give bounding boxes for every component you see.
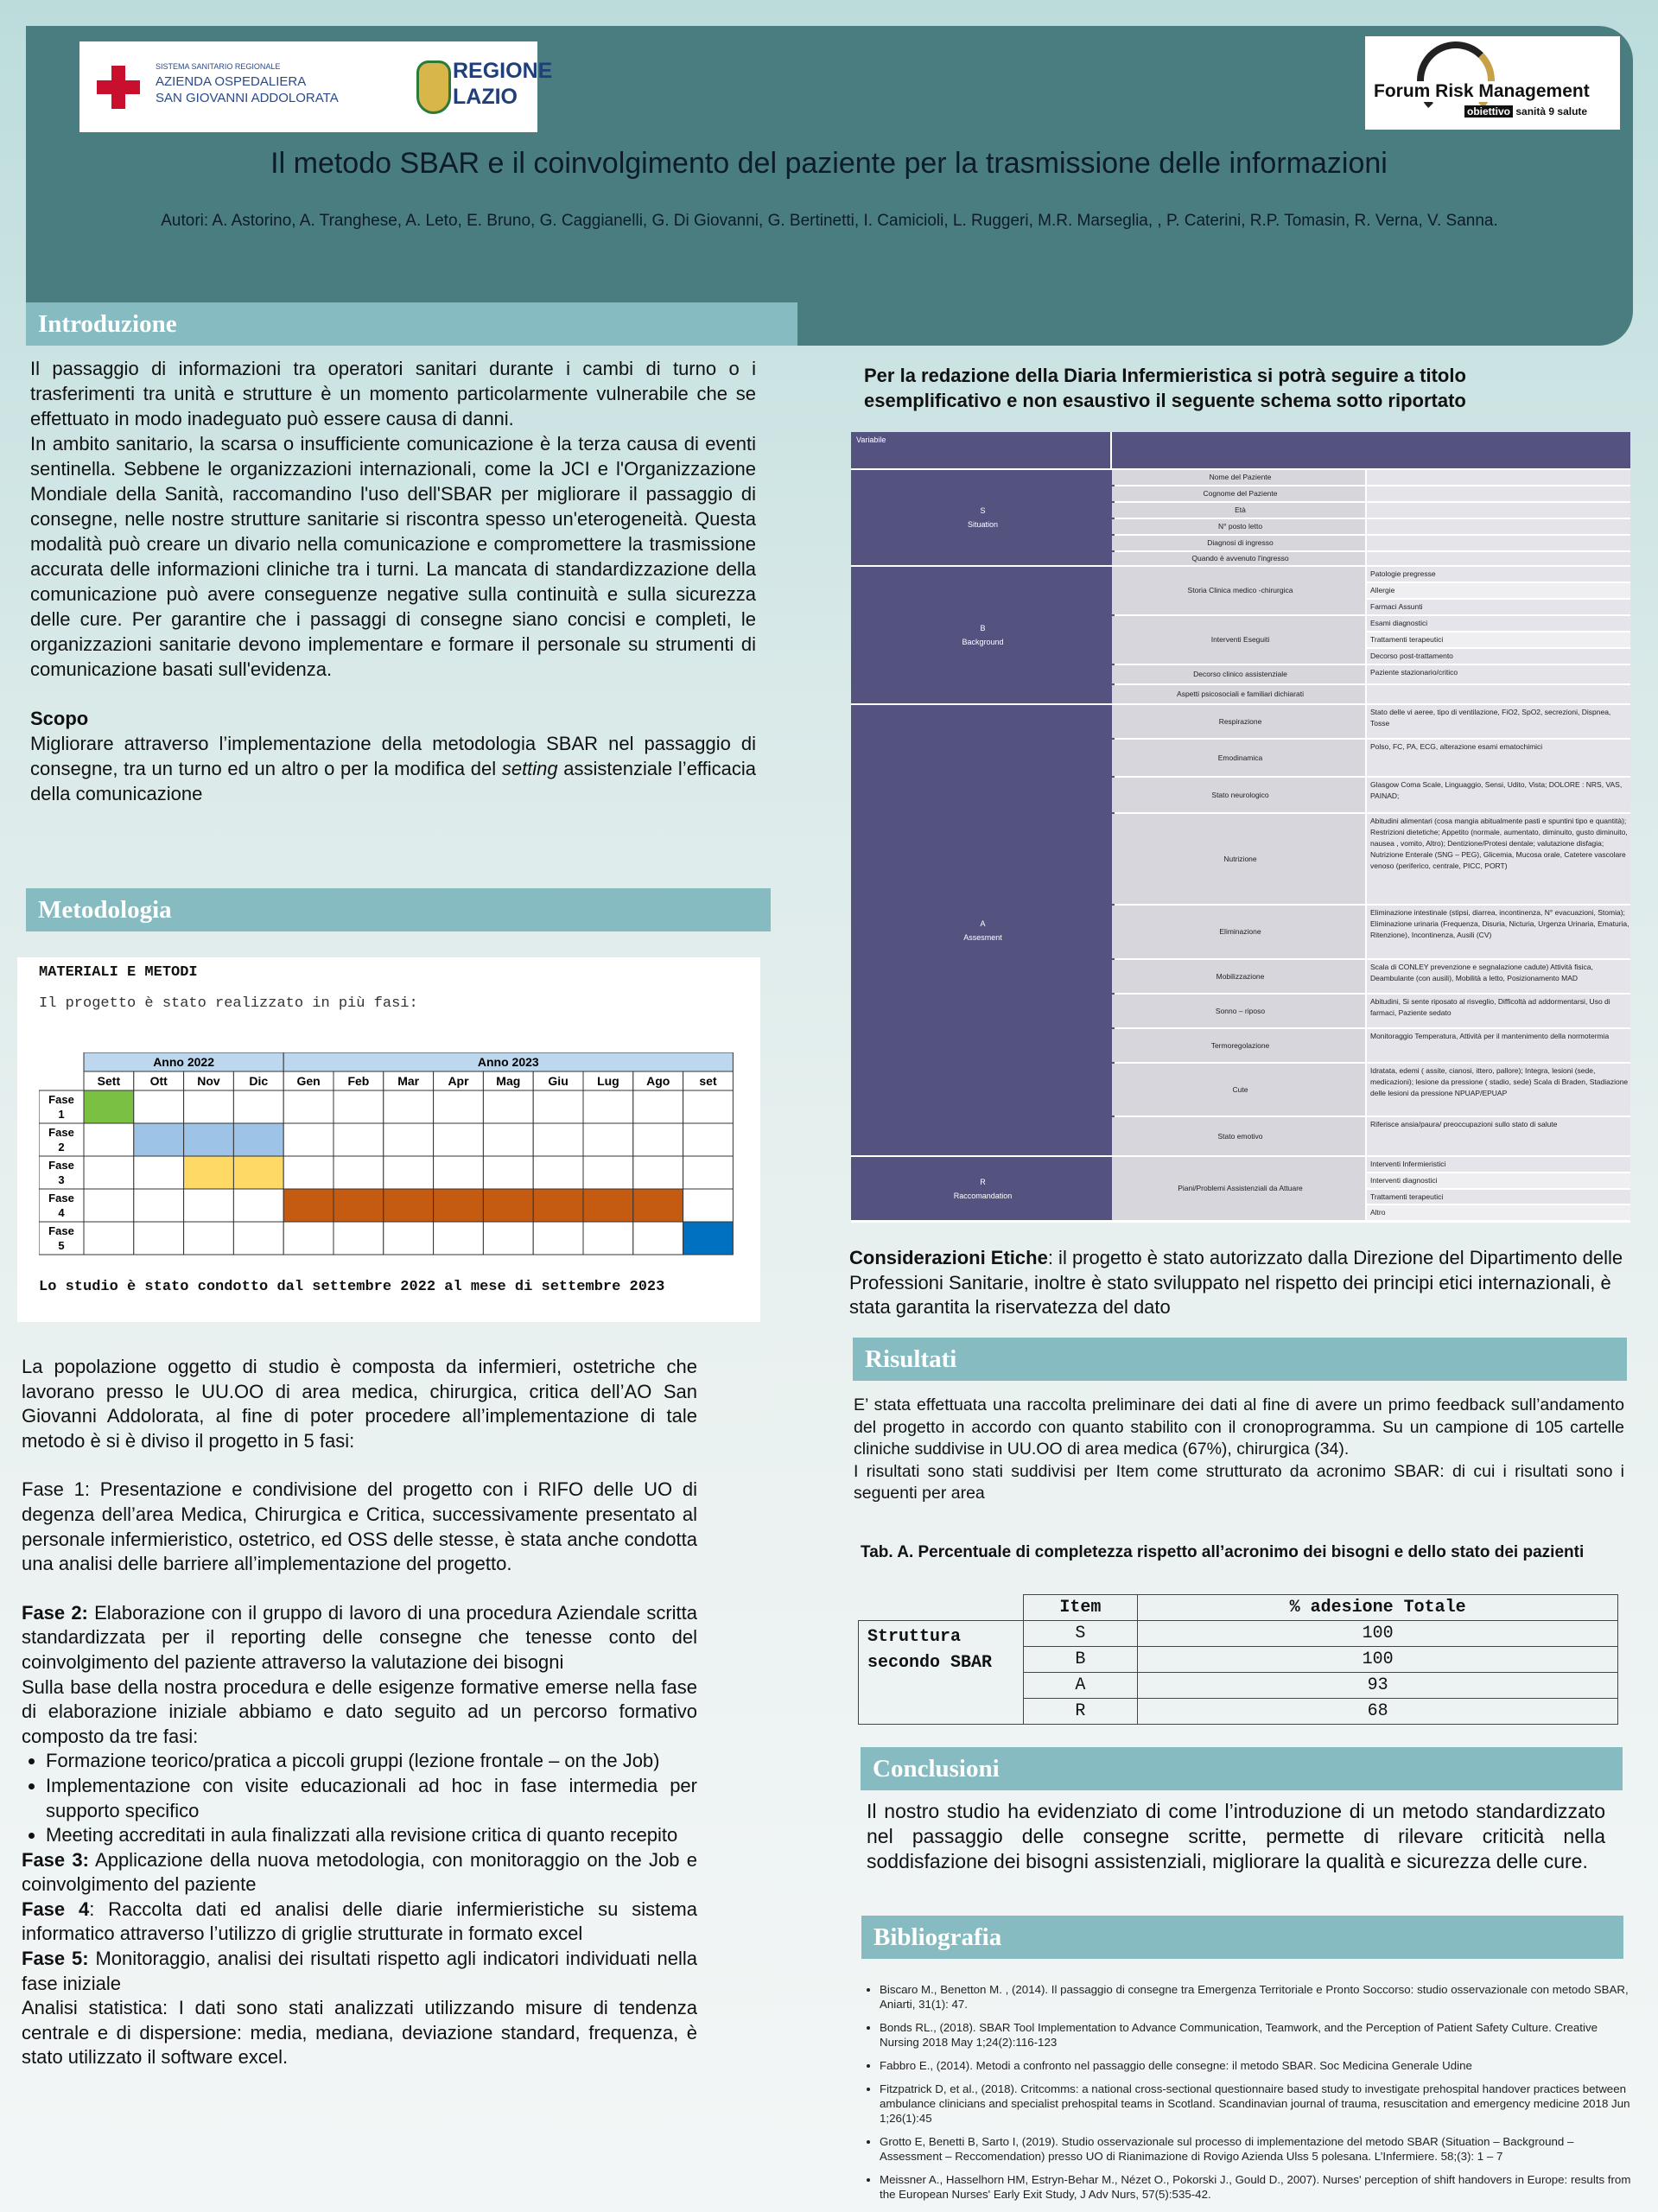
phase-label: 3: [58, 1173, 65, 1186]
forum-logo-text: 9: [1548, 105, 1555, 118]
phase-bar-cell: [583, 1189, 633, 1222]
month-label: Giu: [548, 1074, 569, 1088]
sbar-item: Paziente stazionario/critico: [1367, 665, 1630, 683]
sbar-variable: Interventi Eseguiti: [1112, 616, 1365, 664]
sbar-variable: Termoregolazione: [1112, 1029, 1365, 1062]
gantt-empty-cell: [633, 1123, 683, 1156]
gantt-empty-cell: [683, 1156, 734, 1189]
risultati-text: [854, 1395, 1624, 1505]
sbar-item: [1367, 486, 1630, 501]
fase3-paragraph: Fase 3: Applicazione della nuova metodologia, con monitoraggio on the Job e coinvolgimento del paziente: [22, 1848, 697, 1896]
gantt-empty-cell: [283, 1156, 334, 1189]
results-item: R: [1023, 1699, 1138, 1725]
gantt-empty-cell: [533, 1090, 583, 1123]
sbar-item: Patologie pregresse: [1367, 567, 1630, 582]
results-value: 68: [1138, 1699, 1618, 1725]
gantt-empty-cell: [184, 1189, 234, 1222]
gantt-empty-cell: [184, 1222, 234, 1255]
gantt-empty-cell: [483, 1156, 533, 1189]
phase-label: Fase: [48, 1126, 74, 1139]
sbar-variable: Mobilizzazione: [1112, 960, 1365, 993]
month-label: Nov: [197, 1074, 220, 1088]
gantt-empty-cell: [184, 1090, 234, 1123]
logo2-line: LAZIO: [453, 85, 518, 109]
sbar-section: [851, 567, 1630, 705]
month-label: Apr: [448, 1074, 469, 1088]
month-label: Dic: [249, 1074, 269, 1088]
gantt-empty-cell: [583, 1222, 633, 1255]
gantt-empty-cell: [134, 1156, 184, 1189]
phase-bar-cell: [633, 1189, 683, 1222]
month-label: Sett: [97, 1074, 121, 1088]
sbar-item: [1367, 536, 1630, 550]
sbar-section: [851, 705, 1630, 1157]
bibliography-item: • Biscaro M., Benetton M. , (2014). Il passaggio di consegne tra Emergenza Territoriale e Pronto Soccorso: studio osservazionale con metodo SBAR, Aniarti, 31(1): 47.: [880, 1982, 1631, 2012]
gantt-empty-cell: [84, 1222, 134, 1255]
sbar-section-label: R Raccomandation: [851, 1157, 1115, 1220]
phase-label: 4: [58, 1206, 65, 1219]
cross-icon: [97, 66, 140, 109]
gantt-empty-cell: [233, 1189, 283, 1222]
sbar-variable: Piani/Problemi Assistenziali da Attuare: [1112, 1157, 1365, 1220]
gantt-empty-cell: [283, 1222, 334, 1255]
gantt-empty-cell: [683, 1123, 734, 1156]
gantt-footer: Lo studio è stato condotto dal settembre 2022 al mese di settembre 2023: [39, 1279, 665, 1295]
poster-title: Il metodo SBAR e il coinvolgimento del paziente per la trasmissione delle informazioni: [270, 147, 1388, 180]
sbar-item: Eliminazione intestinale (stipsi, diarrea, incontinenza, N° evacuazioni, Stomia); Eliminazione urinaria (Frequenza, Disuria, Nicturia, Urgenza Urinaria, Ematuria, Ritenzione), Incontinenza, Ausili (CV): [1367, 906, 1630, 958]
phase-bar-cell: [84, 1090, 134, 1123]
bibliography-item: • Grotto E, Benetti B, Sarto I, (2019). Studio osservazionale sul processo di implementazione del metodo SBAR (Situation – Background – Assessment – Reccomendation) presso UO di Rianimazione di Rovigo Azienda Ulss 5 polesana. L’Infermiere. 58;(3): 1 – 7: [880, 2134, 1631, 2164]
gantt-empty-cell: [334, 1156, 384, 1189]
risultati-paragraph: E’ stata effettuata una raccolta preliminare dei dati al fine di avere un primo feedback sull’andamento del progetto in accordo con quanto stabilito con il cronoprogramma. Su un campione di 105 cartelle cliniche suddivise in UU.OO di area medica (67%), chirurgica (34).: [854, 1395, 1624, 1459]
gantt-empty-cell: [334, 1222, 384, 1255]
regione-emblem-icon: [416, 60, 451, 114]
poster-authors: Autori: A. Astorino, A. Tranghese, A. Leto, E. Bruno, G. Caggianelli, G. Di Giovanni, G. Bertinetti, I. Camicioli, L. Ruggeri, M.R. Marseglia, , P. Caterini, R.P. Tomasin, R. Verna, V. Sanna.: [161, 212, 1498, 230]
gantt-empty-cell: [683, 1090, 734, 1123]
sbar-item: Altro: [1367, 1205, 1630, 1220]
gantt-empty-cell: [334, 1090, 384, 1123]
results-item: B: [1023, 1647, 1138, 1673]
phase-label: 2: [58, 1141, 65, 1154]
sbar-item: Esami diagnostici: [1367, 616, 1630, 631]
gantt-empty-cell: [434, 1222, 484, 1255]
results-col-header: Item: [1023, 1595, 1138, 1621]
gantt-empty-cell: [633, 1156, 683, 1189]
sbar-variable: Diagnosi di ingresso: [1112, 536, 1365, 550]
diaria-heading: Per la redazione della Diaria Infermieristica si potrà seguire a titolo esemplificativo e non esaustivo il seguente schema sotto riportato: [864, 365, 1466, 411]
gantt-empty-cell: [434, 1156, 484, 1189]
sbar-variable: Aspetti psicosociali e familiari dichiarati: [1112, 685, 1365, 703]
phase-bar-cell: [283, 1189, 334, 1222]
month-label: Ago: [646, 1074, 670, 1088]
sbar-item: [1367, 552, 1630, 565]
gantt-empty-cell: [583, 1090, 633, 1123]
gantt-empty-cell: [533, 1123, 583, 1156]
phase-bar-cell: [533, 1189, 583, 1222]
phase-label: 5: [58, 1239, 65, 1252]
scopo-heading: Scopo: [30, 708, 89, 729]
metodologia-text: [22, 1355, 697, 2070]
analisi-paragraph: Analisi statistica: I dati sono stati analizzati utilizzando misure di tendenza centrale e di dispersione: media, mediana, deviazione standard, frequenza, è stato utilizzato il software excel.: [22, 1997, 697, 2069]
sbar-variable: Età: [1112, 503, 1365, 518]
etiche-text: Considerazioni Etiche: il progetto è stato autorizzato dalla Direzione del Dipartimento delle Professioni Sanitarie, inoltre è stato sviluppato nel rispetto dei principi etici internazionali, è stata garantita la riservatezza del dato: [849, 1247, 1623, 1318]
section-heading-metodologia: Metodologia: [26, 888, 771, 931]
hospital-logo: [79, 41, 553, 132]
results-value: 93: [1138, 1673, 1618, 1699]
sbar-variable: Nutrizione: [1112, 814, 1365, 904]
logo1-line: AZIENDA OSPEDALIERA: [156, 74, 307, 89]
sbar-section-label: B Background: [851, 567, 1115, 703]
gantt-empty-cell: [533, 1156, 583, 1189]
sbar-item: Stato delle vi aeree, tipo di ventilazione, FiO2, SpO2, secrezioni, Dispnea, Tosse: [1367, 705, 1630, 738]
forum-logo-text: obiettivo: [1464, 105, 1513, 118]
training-list-item: • Formazione teorico/pratica a piccoli gruppi (lezione frontale – on the Job): [46, 1749, 697, 1774]
section-heading-bibliografia: Bibliografia: [861, 1916, 1623, 1959]
forum-logo-text: sanità: [1515, 105, 1547, 118]
sbar-section-label: A Assesment: [851, 705, 1115, 1155]
year-label: Anno 2022: [153, 1055, 215, 1069]
sbar-variable: Sonno – riposo: [1112, 995, 1365, 1027]
sbar-item: Decorso post-trattamento: [1367, 649, 1630, 664]
fase2-paragraph: Fase 2: Elaborazione con il gruppo di lavoro di una procedura Aziendale scritta standardizzata per il reporting delle consegne che tenesse conto del coinvolgimento del paziente attraverso la valutazione dei bisogni: [22, 1601, 697, 1673]
results-row-label: Struttura secondo SBAR: [859, 1621, 1024, 1725]
phase-bar-cell: [434, 1189, 484, 1222]
sbar-item: Trattamenti terapeutici: [1367, 632, 1630, 647]
sbar-item: Interventi Infermieristici: [1367, 1157, 1630, 1172]
gantt-empty-cell: [84, 1123, 134, 1156]
sbar-table: [851, 432, 1630, 1223]
year-label: Anno 2023: [477, 1055, 539, 1069]
sbar-item: Idratata, edemi ( assite, cianosi, ittero, pallore); Integra, lesioni (sede, medicazioni); lesione da pressione ( stadio, sede) Scala di Braden, Stadiazione delle lesioni da pressione NPUAP/EPUAP: [1367, 1064, 1630, 1116]
results-row: [859, 1621, 1618, 1647]
sbar-item: Allergie: [1367, 583, 1630, 598]
sbar-item: Abitudini, Si sente riposato al risveglio, Difficoltà ad addormentarsi, Uso di farmaci, Paziente sedato: [1367, 995, 1630, 1027]
gantt-empty-cell: [233, 1222, 283, 1255]
risultati-paragraph: I risultati sono stati suddivisi per Item come strutturato da acronimo SBAR: di cui i risultati sono i seguenti per area: [854, 1461, 1624, 1503]
sbar-variable: Decorso clinico assistenziale: [1112, 665, 1365, 683]
training-list-item: • Meeting accreditati in aula finalizzati alla revisione critica di quanto recepito: [46, 1823, 697, 1848]
gantt-empty-cell: [434, 1090, 484, 1123]
sbar-item: Abitudini alimentari (cosa mangia abitualmente pasti e spuntini tipo e quantità); Restrizioni dietetiche; Appetito (normale, aumentato, diminuito, gusto diminuito, nausea , vomito, Altro); Dentizione/Protesi dentale; valutazione disfagia; Nutrizione Enterale (SNG – PEG), Glicemia, Mucosa orale, Catetere vascolare venoso (periferico, centrale, PICC, PORT): [1367, 814, 1630, 904]
forum-logo-text: salute: [1557, 105, 1588, 118]
phase-label: Fase: [48, 1192, 74, 1205]
training-list-item: • Implementazione con visite educazionali ad hoc in fase intermedia per supporto specifico: [46, 1774, 697, 1823]
sbar-item: [1367, 519, 1630, 534]
sbar-variable: Emodinamica: [1112, 740, 1365, 776]
sbar-item: Scala di CONLEY prevenzione e segnalazione cadute) Attività fisica, Deambulante (con ausili), Mobilità a letto, Posizionamento MAD: [1367, 960, 1630, 993]
tab-caption: Tab. A. Percentuale di completezza rispetto all’acronimo dei bisogni e dello stato dei pazienti: [861, 1543, 1585, 1561]
gantt-empty-cell: [84, 1189, 134, 1222]
gantt-empty-cell: [384, 1123, 434, 1156]
section-heading-introduzione: Introduzione: [26, 302, 797, 346]
gantt-subtitle: Il progetto è stato realizzato in più fasi:: [39, 995, 418, 1012]
month-label: Lug: [597, 1074, 619, 1088]
phase-bar-cell: [683, 1222, 734, 1255]
training-list: [22, 1749, 697, 1847]
section-heading-conclusioni: Conclusioni: [861, 1747, 1623, 1790]
results-value: 100: [1138, 1647, 1618, 1673]
phase-bar-cell: [184, 1123, 234, 1156]
results-item: A: [1023, 1673, 1138, 1699]
scopo-text: Migliorare attraverso l’implementazione della metodologia SBAR nel passaggio di consegne, tra un turno ed un altro o per la modifica del setting assistenziale l’efficacia della comunicazione: [30, 733, 756, 804]
phase-label: 1: [58, 1108, 65, 1121]
gantt-empty-cell: [533, 1222, 583, 1255]
fase1-paragraph: Fase 1: Presentazione e condivisione del progetto con i RIFO delle UO di degenza dell’area Medica, Chirurgica e Critica, successivamente presentato al personale infermieristico, ostetrico, ed OSS delle stesse, è stata anche condotta una analisi delle barriere all’implementazione del progetto.: [22, 1478, 697, 1575]
results-col-header: % adesione Totale: [1138, 1595, 1618, 1621]
results-table: [858, 1594, 1618, 1732]
bibliography-item: • Bonds RL., (2018). SBAR Tool Implementation to Advance Communication, Teamwork, and the Perception of Patient Safety Culture. Creative Nursing 2018 May 1;24(2):116-123: [880, 2020, 1631, 2050]
sbar-variable: Storia Clinica medico -chirurgica: [1112, 567, 1365, 614]
phase-bar-cell: [233, 1123, 283, 1156]
fase2b-paragraph: Sulla base della nostra procedura e delle esigenze formative emerse nella fase di elaborazione iniziale abbiamo e dato seguito ad un percorso formativo composto da tre fasi:: [22, 1675, 697, 1747]
sbar-section: [851, 470, 1630, 567]
sbar-variable: Quando è avvenuto l'ingresso: [1112, 552, 1365, 565]
gantt-empty-cell: [583, 1123, 633, 1156]
gantt-empty-cell: [283, 1123, 334, 1156]
intro-paragraph: In ambito sanitario, la scarsa o insufficiente comunicazione è la terza causa di eventi sentinella. Sebbene le organizzazioni internazionali, come la JCI e l'Organizzazione Mondiale della Sanità, raccomandino l'uso dell'SBAR per migliorare il passaggio di consegne, nelle nostre strutture sanitarie si riscontra spesso un'eterogeneità. Questa modalità può creare un divario nella comunicazione e compromettere la trasmissione accurata delle informazioni cliniche tra i turni. La mancata di standardizzazione della comunicazione può avere conseguenze negative sulla continuità e sulla sicurezza delle cure. Per garantire che i passaggi di consegne siano concisi e completi, le organizzazioni sanitarie devono implementare e formare il personale su strumenti di comunicazione basati sull'evidenza.: [30, 433, 756, 680]
sbar-variable: Stato emotivo: [1112, 1117, 1365, 1155]
gantt-empty-cell: [384, 1222, 434, 1255]
gantt-empty-cell: [334, 1123, 384, 1156]
sbar-header-row: [851, 432, 1630, 468]
phase-bar-cell: [384, 1189, 434, 1222]
sbar-item: [1367, 470, 1630, 485]
gantt-empty-cell: [483, 1090, 533, 1123]
sbar-item: Monitoraggio Temperatura, Attività per il mantenimento della normotermia: [1367, 1029, 1630, 1062]
phase-bar-cell: [233, 1156, 283, 1189]
sbar-item: [1367, 503, 1630, 518]
fase5-paragraph: Fase 5: Monitoraggio, analisi dei risultati rispetto agli indicatori individuati nella fase iniziale: [22, 1948, 697, 1994]
gantt-chart: [39, 1052, 756, 1268]
sbar-variable: Stato neurologico: [1112, 778, 1365, 812]
bibliography-list: [861, 1982, 1631, 2210]
gantt-empty-cell: [434, 1123, 484, 1156]
forum-logo: [1365, 36, 1620, 130]
sbar-variable: Cognome del Paziente: [1112, 486, 1365, 501]
gantt-empty-cell: [134, 1222, 184, 1255]
phase-label: Fase: [48, 1093, 74, 1106]
sbar-variable: Respirazione: [1112, 705, 1365, 738]
gantt-empty-cell: [134, 1090, 184, 1123]
gantt-empty-cell: [483, 1222, 533, 1255]
sbar-variable: Eliminazione: [1112, 906, 1365, 958]
sbar-item: [1367, 685, 1630, 703]
gantt-empty-cell: [134, 1189, 184, 1222]
logo2-line: REGIONE: [453, 59, 553, 83]
gantt-empty-cell: [633, 1222, 683, 1255]
section-heading-risultati: Risultati: [853, 1338, 1627, 1381]
population-paragraph: La popolazione oggetto di studio è composta da infermieri, ostetriche che lavorano presso le UU.OO di area medica, chirurgica, critica dell’AO San Giovanni Addolorata, al fine di poter procedere all’implementazione di tale metodo è si è diviso il progetto in 5 fasi:: [22, 1356, 697, 1452]
fase4-paragraph: Fase 4: Raccolta dati ed analisi delle diarie infermieristiche su sistema informatico attraverso l’utilizzo di griglie strutturate in formato excel: [22, 1897, 697, 1945]
gantt-empty-cell: [583, 1156, 633, 1189]
gantt-empty-cell: [633, 1090, 683, 1123]
logo1-line: SAN GIOVANNI ADDOLORATA: [156, 91, 339, 105]
sbar-item: Farmaci Assunti: [1367, 600, 1630, 614]
month-label: Feb: [347, 1074, 370, 1088]
intro-paragraph: Il passaggio di informazioni tra operatori sanitari durante i cambi di turno o i trasferimenti tra unità e strutture è un momento particolarmente vulnerabile che se effettuato in modo inadeguato può essere causa di danni.: [30, 358, 756, 429]
gantt-empty-cell: [384, 1156, 434, 1189]
sbar-variable: N° posto letto: [1112, 519, 1365, 534]
bibliography-item: • Meissner A., Hasselhorn HM, Estryn-Behar M., Nézet O., Pokorski J., Gould D., 2007). Nurses' perception of shift handovers in Europe: results from the European Nurses' Early Exit Study, J Adv Nurs, 57(5):535-42.: [880, 2172, 1631, 2202]
gantt-empty-cell: [384, 1090, 434, 1123]
phase-bar-cell: [184, 1156, 234, 1189]
sbar-section-label: S Situation: [851, 470, 1115, 565]
phase-bar-cell: [483, 1189, 533, 1222]
sbar-item: Polso, FC, PA, ECG, alterazione esami ematochimici: [1367, 740, 1630, 776]
conclusioni-text: Il nostro studio ha evidenziato di come l’introduzione di un metodo standardizzato nel passaggio delle consegne scritte, permette di rilevare criticità nella soddisfazione dei bisogni assistenziali, migliorare la qualità e sicurezza delle cure.: [867, 1800, 1605, 1872]
month-label: set: [699, 1074, 717, 1088]
phase-label: Fase: [48, 1159, 74, 1172]
month-label: Ott: [149, 1074, 168, 1088]
phase-bar-cell: [334, 1189, 384, 1222]
bibliography-item: • Fitzpatrick D, et al., (2018). Critcomms: a national cross-sectional questionnaire based study to investigate prehospital handover practices between ambulance clinicians and specialist prehospital teams in Scotland. Scandinavian journal of trauma, resuscitation and emergency medicine 2018 Jun 1;26(1):45: [880, 2082, 1631, 2126]
sbar-item: Interventi diagnostici: [1367, 1173, 1630, 1188]
gantt-empty-cell: [84, 1156, 134, 1189]
month-label: Mar: [397, 1074, 420, 1088]
logo1-line: SISTEMA SANITARIO REGIONALE: [156, 62, 281, 71]
results-item: S: [1023, 1621, 1138, 1647]
sbar-item: Glasgow Coma Scale, Linguaggio, Sensi, Udito, Vista; DOLORE : NRS, VAS, PAINAD;: [1367, 778, 1630, 812]
month-label: Mag: [496, 1074, 521, 1088]
phase-bar-cell: [134, 1123, 184, 1156]
gantt-empty-cell: [233, 1090, 283, 1123]
sbar-variable: Cute: [1112, 1064, 1365, 1116]
phase-label: Fase: [48, 1224, 74, 1237]
intro-text: [30, 356, 756, 806]
bibliography-item: • Fabbro E., (2014). Metodi a confronto nel passaggio delle consegne: il metodo SBAR. Soc Medicina Generale Udine: [880, 2058, 1631, 2073]
month-label: Gen: [296, 1074, 321, 1088]
gantt-empty-cell: [283, 1090, 334, 1123]
gantt-panel: [17, 957, 760, 1322]
sbar-item: Trattamenti terapeutici: [1367, 1190, 1630, 1205]
gantt-empty-cell: [483, 1123, 533, 1156]
sbar-variable: Nome del Paziente: [1112, 470, 1365, 485]
forum-logo-text: Forum Risk Management: [1374, 81, 1590, 101]
results-value: 100: [1138, 1621, 1618, 1647]
sbar-item: Riferisce ansia/paura/ preoccupazioni sullo stato di salute: [1367, 1117, 1630, 1155]
gantt-title: MATERIALI E METODI: [39, 964, 198, 981]
gantt-empty-cell: [683, 1189, 734, 1222]
sbar-section: [851, 1157, 1630, 1222]
sbar-header-label: Variabile: [856, 435, 886, 444]
